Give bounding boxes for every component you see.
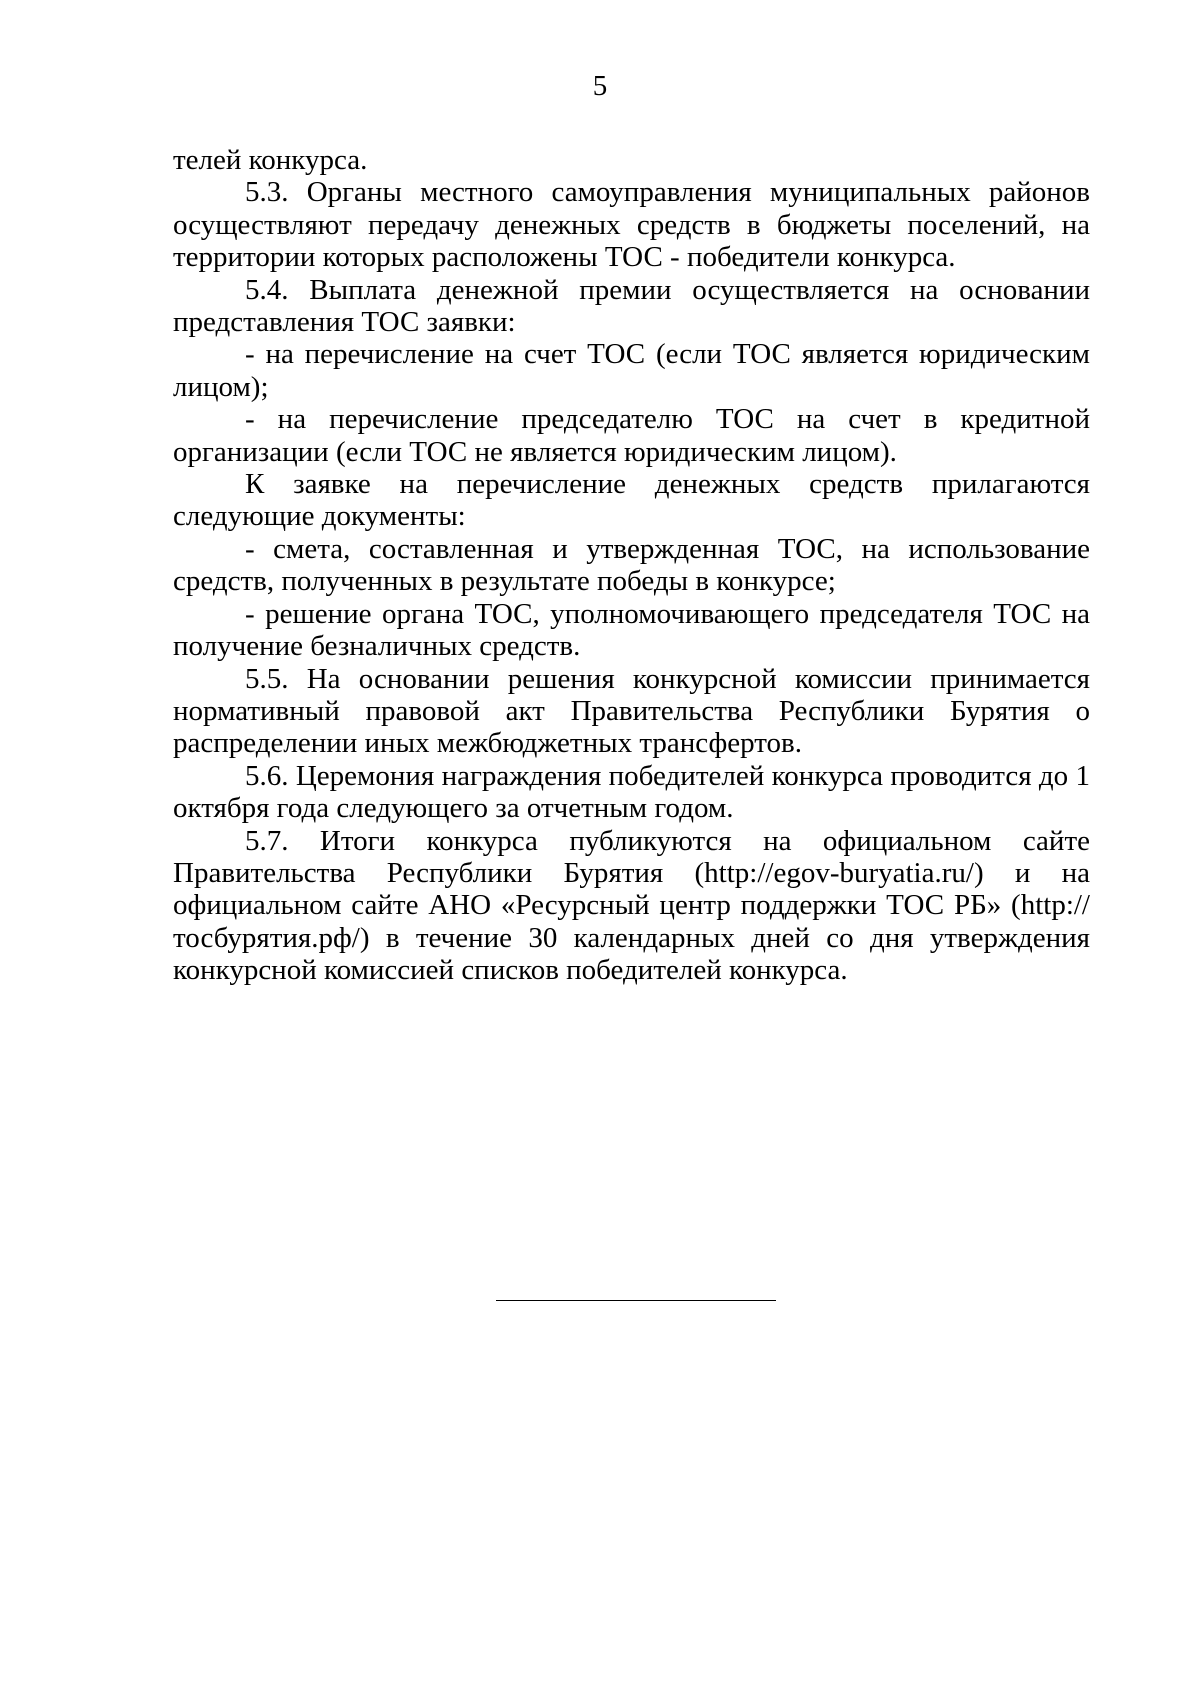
list-item-estimate: - смета, составленная и утвержденная ТОС, на использование средств, полученных в результате победы в конкурсе; [173, 532, 1090, 598]
paragraph-5-7: 5.7. Итоги конкурса публикуются на официальном сайте Правительства Республики Бурятия (http://egov-buryatia.ru/) и на официальном сайте АНО «Ресурсный центр поддержки ТОС РБ» (http://тосбурятия.рф/) в течение 30 календарных дней со дня утверждения конкурсной комиссией списков победителей конкурса. [173, 824, 1090, 987]
page-number: 5 [592, 70, 608, 102]
end-separator-line [496, 1300, 776, 1301]
paragraph-5-5: 5.5. На основании решения конкурсной комиссии принимается нормативный правовой акт Правительства Республики Бурятия о распределении иных межбюджетных трансфертов. [173, 662, 1090, 760]
paragraph-5-6: 5.6. Церемония награждения победителей конкурса проводится до 1 октября года следующего за отчетным годом. [173, 759, 1090, 825]
paragraph-attached-documents: К заявке на перечисление денежных средств прилагаются следующие документы: [173, 468, 1090, 533]
list-item-account-tos: - на перечисление на счет ТОС (если ТОС является юридическим лицом); [173, 338, 1090, 403]
paragraph-continuation: телей конкурса. [173, 144, 368, 176]
list-item-account-chairman: - на перечисление председателю ТОС на счет в кредитной организации (если ТОС не является юридическим лицом). [173, 403, 1090, 468]
document-body [173, 144, 1090, 987]
paragraph-5-3: 5.3. Органы местного самоуправления муниципальных районов осуществляют передачу денежных средств в бюджеты поселений, на территории которых расположены ТОС - победители конкурса. [173, 176, 1090, 274]
paragraph-5-4: 5.4. Выплата денежной премии осуществляется на основании представления ТОС заявки: [173, 273, 1090, 339]
list-item-decision: - решение органа ТОС, уполномочивающего председателя ТОС на получение безналичных средств. [173, 597, 1090, 663]
